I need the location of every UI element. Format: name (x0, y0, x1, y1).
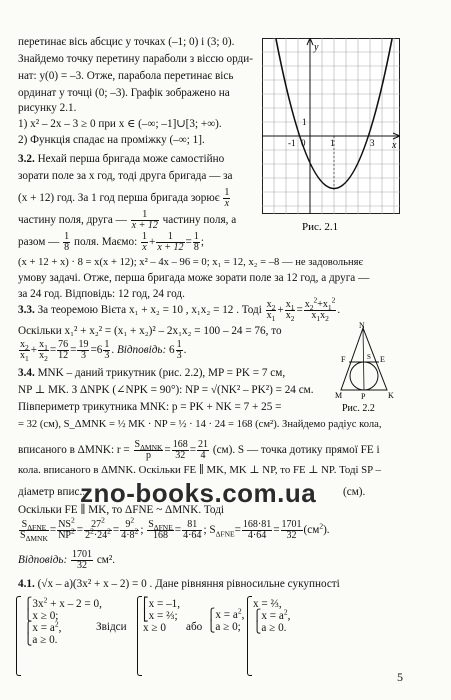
text-line (18, 188, 231, 209)
fraction: $\frac{x_1}{x_2}$ (39, 339, 48, 363)
bracket (247, 596, 252, 676)
text-line (18, 550, 115, 571)
answer-label: Відповідь: (18, 554, 68, 567)
denominator: x (224, 198, 230, 209)
text-line: Півпериметр трикутника MNK: p = PK + NK = 7 + 25 = (18, 401, 282, 413)
text-line: за 24 год. Відповідь: 12 год, 24 год. (18, 288, 185, 300)
fraction: $\frac{168\cdot 81}{4\cdot 64}$ (242, 519, 272, 541)
text-line: 3.3. За теоремою Вієта x₁ + x₂ = 10 , x₁x₂ = 12 . Тоді $\frac{x_2}{x_1}$ + $\frac{x_1}{x_2}$ = $\frac{x_2^2+x_1^2}{x_1x_2}$ . (18, 295, 341, 323)
text-line: кола. вписаного в ΔMNK. Оскільки FE ∥ MK, MK ⊥ NP, то FE ⊥ NP. Тоді SP – (18, 464, 381, 476)
point-label: E (380, 355, 385, 364)
text-line: діаметр впис... (18, 486, 88, 498)
text-line: перетинає вісь абсцис у точках (–1; 0) і (3; 0). (18, 36, 235, 48)
point-label: S (367, 353, 371, 361)
site-watermark: zno-books.com.ua (80, 478, 317, 508)
tick-label: 1 (302, 117, 307, 127)
fraction: $\frac{1}{3}$ (176, 339, 182, 361)
text-line: 2) Функція спадає на проміжку (–∞; 1]. (18, 134, 205, 146)
denominator: 8 (193, 242, 199, 253)
system-block: $⎧3x^2 + x - 2 = 0$, ⎩x ≥ 0; ⎧x = $a^2$, ⎩a ≥ 0. (24, 595, 102, 646)
axis-label-y: y (314, 42, 319, 53)
text-span: MNK – даний трикутник (рис. 2.2), MP = PK = 7 см, (34, 367, 286, 379)
numerator: 1 (142, 231, 148, 242)
fraction: $\frac{168}{32}$ (172, 439, 188, 461)
problem-number: 3.3. (18, 304, 35, 317)
text-line: Оскільки x₁² + x₂² = (x₁ + x₂)² – 2x₁x₂ = 100 – 24 = 76, то (18, 325, 282, 337)
text-span: (√x – a)(3x² + x – 2) = 0 . Дане рівняння рівносильне сукупності (34, 578, 340, 590)
denominator: x + 12 (131, 220, 158, 231)
text-line: нат: y(0) = –3. Отже, парабола перетинає вісь (18, 70, 234, 82)
fraction: $\frac{x_2^2+x_1^2}{x_1x_2}$ (304, 295, 336, 323)
fraction: $\frac{81}{4\cdot 64}$ (183, 519, 202, 541)
parabola-graph (262, 38, 400, 234)
text-line: $\frac{x_2}{x_1}$ + $\frac{x_1}{x_2}$ = $\frac{76}{12}$ = $\frac{19}{3}$ =6 $\frac{1}{3}$ . Відповідь: 6 $\frac{1}{3}$ . (20, 339, 187, 363)
text-span: За теоремою Вієта x₁ + x₂ = 10 , x₁x₂ = 12 . Тоді (34, 304, 262, 317)
fraction: $\frac{1}{3}$ (104, 339, 110, 361)
numerator: 1 (224, 187, 230, 198)
text-line (18, 367, 285, 380)
fraction: $\frac{27^2}{2^2\cdot 24^2}$ (85, 515, 111, 541)
problem-number: 3.4. (18, 367, 35, 379)
text-line: 1) x² – 2x – 3 ≥ 0 при x ∈ (–∞; –1]∪[3; +∞). (18, 118, 222, 130)
text-line: зорати поле за x год, тоді друга бригада — за (18, 170, 233, 182)
text-line: ординат у точці (0; –3). Графік зображено на (18, 87, 230, 99)
text-line: умову задачі. Отже, перша бригада може зорати поле за 12 год, а друга — (18, 272, 370, 284)
text-span: = (189, 444, 197, 457)
text-line: (x + 12 + x) · 8 = x(x + 12); x² – 4x – 96 = 0; x₁ = 12, x₂ = –8 — не задовольняє (18, 257, 364, 268)
problem-number: 3.2. (18, 153, 35, 165)
fraction: $\frac{1701}{32}$ (72, 549, 93, 571)
text-line: NP ⊥ MK. З ΔNPK (∠NPK = 90°): NP = √(NK² – PK²) = 24 см. (18, 384, 314, 396)
text-span: разом — (18, 236, 60, 249)
fraction: $\frac{1701}{32}$ (281, 519, 302, 541)
text-line: = 32 (см), S_ΔMNK = ½ MK · NP = ½ · 14 · 24 = 168 (см²). Знайдемо радіус кола, (18, 419, 382, 430)
text-span: або (186, 621, 203, 633)
fraction (156, 232, 184, 253)
text-line (18, 440, 380, 461)
fraction (223, 188, 230, 209)
tick-label: 0 (301, 138, 306, 148)
text-span: Звідси (96, 621, 127, 633)
numerator: 1 (193, 231, 199, 242)
tick-label: 1 (330, 138, 335, 148)
text-line: $\frac{S_{\Delta FNE}}{S_{\Delta MNK}}$ = $\frac{NS^2}{NP^2}$ = $\frac{27^2}{2^2\cdot 24^2}$ = $\frac{9^2}{4\cdot 8^2}$ ; $\frac{S_{\Delta FNE}}{168}$ = $\frac{81}{4\cdot 64}$ ; $S_{\Delta FNE}=$ $\frac{168\cdot 81}{4\cdot 64}$ = $\frac{1701}{32}$ $(см^2)$. (20, 515, 330, 543)
denominator: x + 12 (157, 242, 184, 253)
system-block: x = ⅔, ⎧x = $a^2$, ⎩a ≥ 0. (253, 598, 291, 634)
triangle-figure (335, 322, 407, 414)
text-span: (см). S — точка дотику прямої FE і (212, 444, 380, 457)
denominator: x (142, 242, 147, 253)
fraction: $\frac{76}{12}$ (58, 339, 69, 361)
problem-number: 4.1. (18, 578, 35, 590)
tick-label: -1 (288, 138, 296, 148)
text-line (18, 153, 224, 166)
fraction: $\frac{19}{3}$ (78, 339, 89, 361)
text-span: Нехай перша бригада може самостійно (34, 153, 225, 165)
fraction (141, 232, 148, 253)
fraction (63, 232, 70, 253)
fraction: $\frac{S_{\Delta FNE}}{168}$ (148, 519, 173, 541)
numerator: 1 (131, 210, 159, 221)
fraction: $\frac{21}{4}$ (198, 439, 209, 461)
page-number: 5 (397, 670, 403, 684)
system-block: ⎡x = –1, ⎣x = ⅔; x ≥ 0 (143, 598, 181, 634)
text-line: Знайдемо точку перетину параболи з віссю орди- (18, 53, 253, 65)
text-line: рисунку 2.1. (18, 102, 77, 114)
point-label: N (359, 322, 365, 330)
text-span: поля. Маємо: (73, 236, 138, 249)
system-block: ⎧x = $a^2$, ⎩a ≥ 0; (207, 606, 245, 633)
numerator: 1 (156, 232, 184, 243)
fraction: $\frac{x_2}{x_1}$ (20, 339, 29, 363)
bracket (16, 596, 21, 676)
tick-label: 3 (370, 138, 375, 148)
text-span: частину поля, друга — (18, 214, 127, 227)
denominator: 8 (64, 242, 70, 253)
text-line: (см). (343, 486, 366, 498)
fraction (193, 232, 200, 253)
bracket (137, 596, 142, 676)
fraction: $\frac{9^2}{4\cdot 8^2}$ (121, 515, 139, 541)
text-line (18, 210, 236, 231)
fraction: $\frac{NS^2}{NP^2}$ (58, 515, 75, 541)
fraction (131, 210, 159, 231)
point-label: M (335, 391, 343, 400)
figure-caption: Рис. 2.1 (302, 221, 339, 233)
text-span: см². (96, 554, 116, 567)
text-line (18, 578, 340, 591)
point-label: F (341, 355, 346, 364)
axis-label-x: x (392, 140, 397, 151)
fraction: $\frac{S_{\Delta FNE}}{S_{\Delta MNK}}$ (20, 519, 48, 543)
point-label: P (361, 392, 366, 401)
fraction: $\frac{x_2}{x_1}$ (266, 299, 276, 323)
fraction: $\frac{S_{\Delta MNK}}{p}$ (134, 439, 163, 461)
fraction: $\frac{x_1}{x_2}$ (285, 299, 295, 323)
text-line: разом — $\frac{1}{8}$ поля. Маємо: $\frac{1}{x}$ + $\frac{1}{x + 12}$ = $\frac{1}{8}$ ; (18, 231, 204, 253)
text-span: (x + 12) год. За 1 год перша бригада зорює (18, 192, 220, 205)
point-label: K (388, 391, 394, 400)
answer-label: Відповідь: (116, 344, 167, 357)
text-span: частину поля, а (162, 214, 237, 227)
text-span: = (164, 444, 171, 457)
text-span: вписаного в ΔMNK: r = (18, 444, 130, 457)
figure-caption: Рис. 2.2 (342, 403, 375, 414)
numerator: 1 (64, 231, 70, 242)
text-line: Оскільки FE ∥ MK, то ΔFNE ~ ΔMNK. Тоді (18, 504, 224, 516)
